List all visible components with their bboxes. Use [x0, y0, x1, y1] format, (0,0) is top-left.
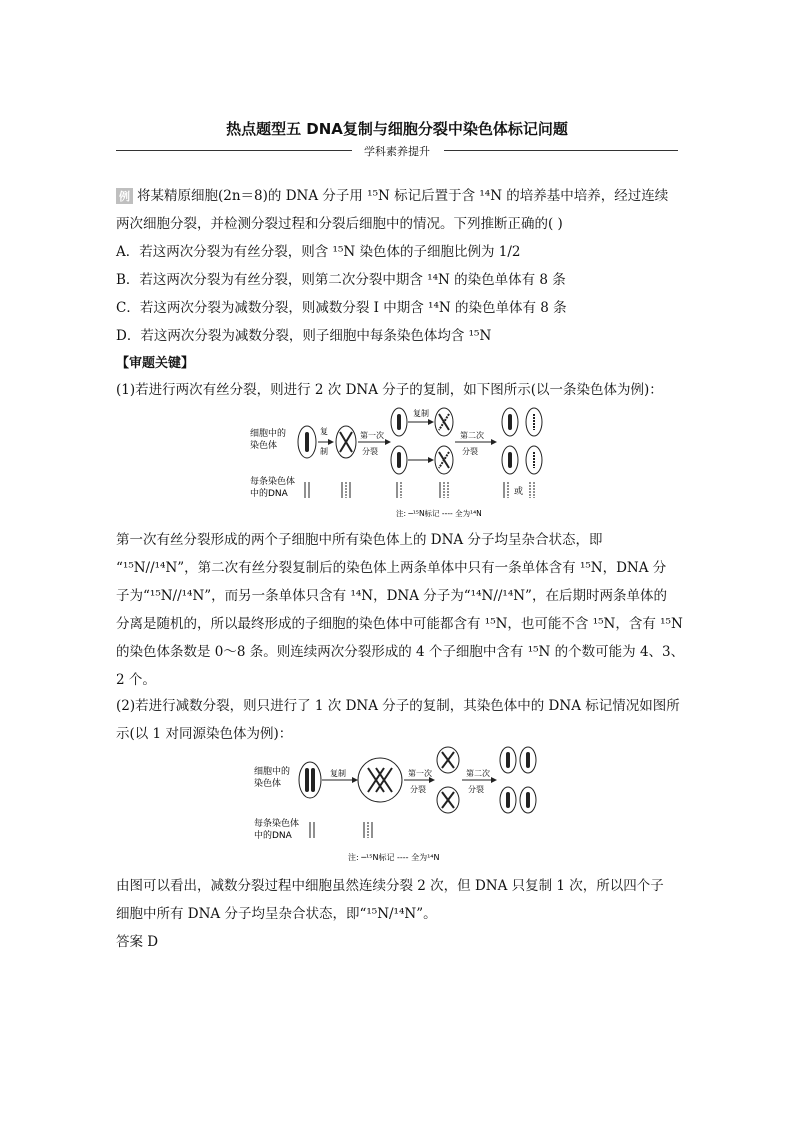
option-d: D．若这两次分裂为减数分裂，则子细胞中每条染色体均含 ¹⁵N [116, 328, 492, 344]
svg-text:中的DNA: 中的DNA [250, 489, 288, 499]
mitosis-diagram [248, 402, 558, 520]
analysis-part2-line-1: 由图可以看出，减数分裂过程中细胞虽然连续分裂 2 次，但 DNA 只复制 1 次，所以四个子 [116, 878, 664, 894]
svg-text:第一次: 第一次 [360, 431, 384, 440]
svg-text:分裂: 分裂 [362, 447, 378, 456]
option-b: B．若这两次分裂为有丝分裂，则第二次分裂中期含 ¹⁴N 的染色单体有 8 条 [116, 272, 566, 288]
meiosis-diagram [252, 746, 542, 866]
svg-text:每条染色体: 每条染色体 [250, 477, 296, 487]
option-c: C．若这两次分裂为减数分裂，则减数分裂 Ⅰ 中期含 ¹⁴N 的染色单体有 8 条 [116, 300, 567, 316]
question-stem-line-2: 两次细胞分裂，并检测分裂过程和分裂后细胞中的情况。下列推断正确的( ) [116, 216, 563, 232]
question-stem-line-1: 例 将某精原细胞(2n＝8)的 DNA 分子用 ¹⁵N 标记后置于含 ¹⁴N 的培养基中培养，经过连续 [116, 184, 668, 204]
section-subtitle: 学科素养提升 [364, 145, 430, 158]
analysis-part2-intro-2: 示(以 1 对同源染色体为例)： [116, 726, 293, 742]
svg-text:染色体: 染色体 [254, 779, 282, 789]
svg-text:注: ─¹⁵N标记 ---- 全为¹⁴N: 注: ─¹⁵N标记 ---- 全为¹⁴N [396, 509, 482, 518]
answer: 答案 D [116, 934, 159, 950]
analysis-part1-line-1: 第一次有丝分裂形成的两个子细胞中所有染色体上的 DNA 分子均呈杂合状态，即 [116, 532, 603, 548]
option-a: A．若这两次分裂为有丝分裂，则含 ¹⁵N 染色体的子细胞比例为 1/2 [116, 244, 521, 260]
analysis-part1-intro: (1)若进行两次有丝分裂，则进行 2 次 DNA 分子的复制，如下图所示(以一条染色体为例)： [116, 382, 663, 398]
svg-text:制: 制 [320, 447, 328, 456]
analysis-heading: 【审题关键】 [116, 356, 195, 371]
analysis-part2-line-2: 细胞中所有 DNA 分子均呈杂合状态，即“¹⁵N/¹⁴N”。 [116, 906, 437, 922]
analysis-part1-line-2: “¹⁵N//¹⁴N”，第二次有丝分裂复制后的染色体上两条单体中只有一条单体含有 ¹⁵N，DNA 分 [116, 560, 667, 576]
svg-text:复: 复 [320, 427, 328, 436]
svg-text:复制: 复制 [330, 769, 346, 778]
svg-text:第二次: 第二次 [466, 769, 490, 778]
svg-text:染色体: 染色体 [250, 441, 278, 451]
svg-text:分裂: 分裂 [468, 785, 484, 794]
svg-text:分裂: 分裂 [462, 447, 478, 456]
analysis-part2-intro-1: (2)若进行减数分裂，则只进行了 1 次 DNA 分子的复制，其染色体中的 DNA 标记情况如图所 [116, 698, 680, 714]
analysis-part1-line-3: 子为“¹⁵N//¹⁴N”，而另一条单体只含有 ¹⁴N，DNA 分子为“¹⁴N//¹⁴N”，在后期时两条单体的 [116, 588, 667, 604]
analysis-part1-line-5: 的染色体条数是 0～8 条。则连续两次分裂形成的 4 个子细胞中含有 ¹⁵N 的个数可能为 4、3、 [116, 644, 685, 660]
svg-text:注: ─¹⁵N标记 ---- 全为¹⁴N: 注: ─¹⁵N标记 ---- 全为¹⁴N [348, 853, 440, 862]
svg-text:或: 或 [514, 487, 524, 497]
analysis-part1-line-6: 2 个。 [116, 672, 156, 688]
svg-text:复制: 复制 [413, 409, 429, 418]
svg-text:每条染色体: 每条染色体 [254, 819, 300, 829]
page-title: 热点题型五 DNA复制与细胞分裂中染色体标记问题 [226, 120, 568, 138]
svg-text:中的DNA: 中的DNA [254, 831, 292, 841]
example-tag: 例 [116, 188, 133, 204]
svg-text:细胞中的: 细胞中的 [254, 767, 291, 777]
svg-text:第二次: 第二次 [460, 431, 484, 440]
svg-text:第一次: 第一次 [408, 769, 432, 778]
analysis-part1-line-4: 分离是随机的，所以最终形成的子细胞的染色体中可能都含有 ¹⁵N，也可能不含 ¹⁵N，含有 ¹⁵N [116, 616, 683, 632]
svg-text:分裂: 分裂 [410, 785, 426, 794]
svg-text:细胞中的: 细胞中的 [250, 429, 287, 439]
